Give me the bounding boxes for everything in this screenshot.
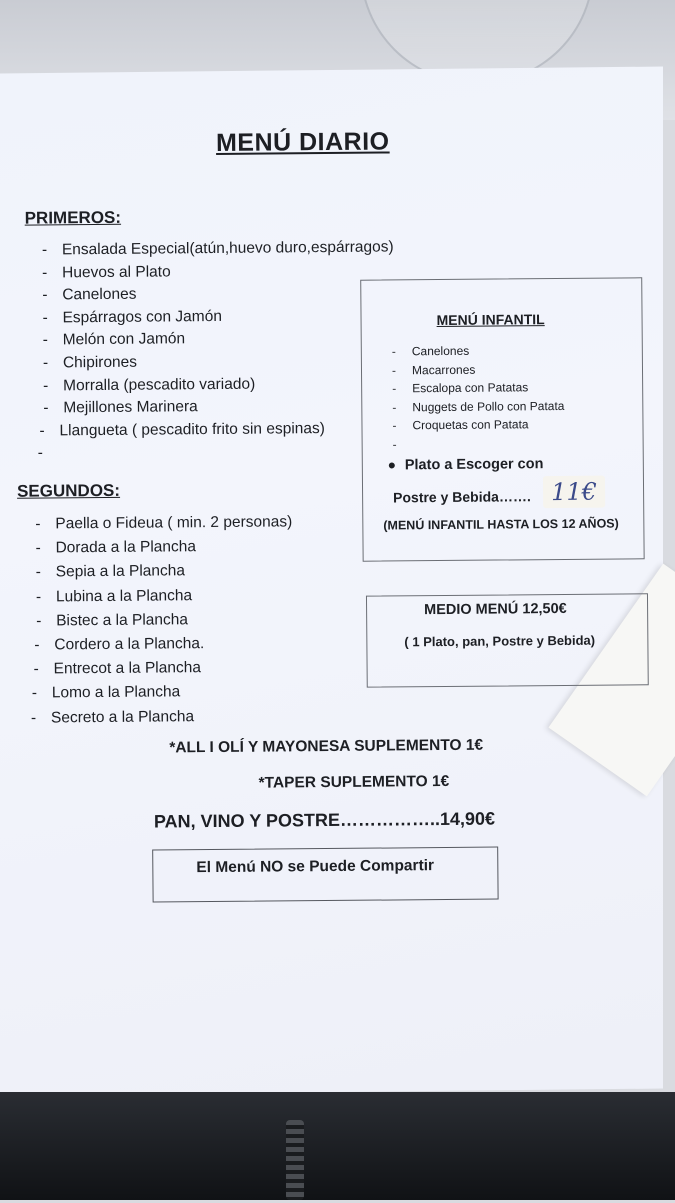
- list-item: - Lubina a la Plancha: [36, 583, 336, 610]
- handwritten-price: 11€: [543, 476, 605, 509]
- infantil-bullet: Plato a Escoger con: [389, 456, 544, 473]
- list-item: - Paella o Fideua ( min. 2 personas): [35, 510, 335, 537]
- list-item: - Llangueta ( pescadito frito sin espinas): [39, 417, 419, 443]
- list-item: - Chipirones: [43, 349, 423, 375]
- list-item: - Mejillones Marinera: [43, 394, 423, 420]
- no-share-box: [152, 847, 498, 903]
- list-item: - Huevos al Plato: [42, 259, 422, 285]
- page-title: MENÚ DIARIO: [216, 127, 390, 158]
- taper-notice: *TAPER SUPLEMENTO 1€: [259, 773, 450, 793]
- medio-menu-title: MEDIO MENÚ 12,50€: [424, 601, 567, 618]
- list-item: - Dorada a la Plancha: [35, 534, 335, 561]
- list-item: - Entrecot a la Plancha: [33, 655, 333, 682]
- no-share-text: El Menú NO se Puede Compartir: [196, 857, 434, 877]
- list-item: - Espárragos con Jamón: [42, 304, 422, 330]
- infantil-postre: Postre y Bebida…….: [393, 488, 531, 505]
- medio-menu-subtitle: ( 1 Plato, pan, Postre y Bebida): [404, 633, 595, 650]
- list-item: - Melón con Jamón: [43, 327, 423, 353]
- infantil-age-note: (MENÚ INFANTIL HASTA LOS 12 AÑOS): [383, 516, 619, 532]
- alioli-notice: *ALL I OLÍ Y MAYONESA SUPLEMENTO 1€: [169, 737, 483, 758]
- list-item: - Morralla (pescadito variado): [43, 372, 423, 398]
- menu-infantil-box: [360, 277, 644, 561]
- list-item: - Lomo a la Plancha: [32, 679, 332, 706]
- bullet-icon: [389, 463, 395, 469]
- menu-infantil-list: [392, 342, 393, 453]
- list-item: - Cordero a la Plancha.: [34, 631, 334, 658]
- list-item: - Canelones: [42, 281, 422, 307]
- list-item: - Sepia a la Plancha: [36, 558, 336, 585]
- primeros-heading: PRIMEROS:: [25, 208, 122, 229]
- list-item: - Bistec a la Plancha: [36, 607, 336, 634]
- list-item: -: [38, 440, 418, 466]
- pan-vino-postre-price: PAN, VINO Y POSTRE……………..14,90€: [154, 809, 495, 833]
- segundos-list: [35, 510, 337, 730]
- menu-infantil-heading: MENÚ INFANTIL: [436, 311, 544, 328]
- list-item: - Ensalada Especial(atún,huevo duro,espárragos): [42, 236, 422, 262]
- segundos-heading: SEGUNDOS:: [17, 481, 120, 502]
- medio-menu-box: [366, 593, 649, 687]
- list-item: - Secreto a la Plancha: [31, 703, 331, 730]
